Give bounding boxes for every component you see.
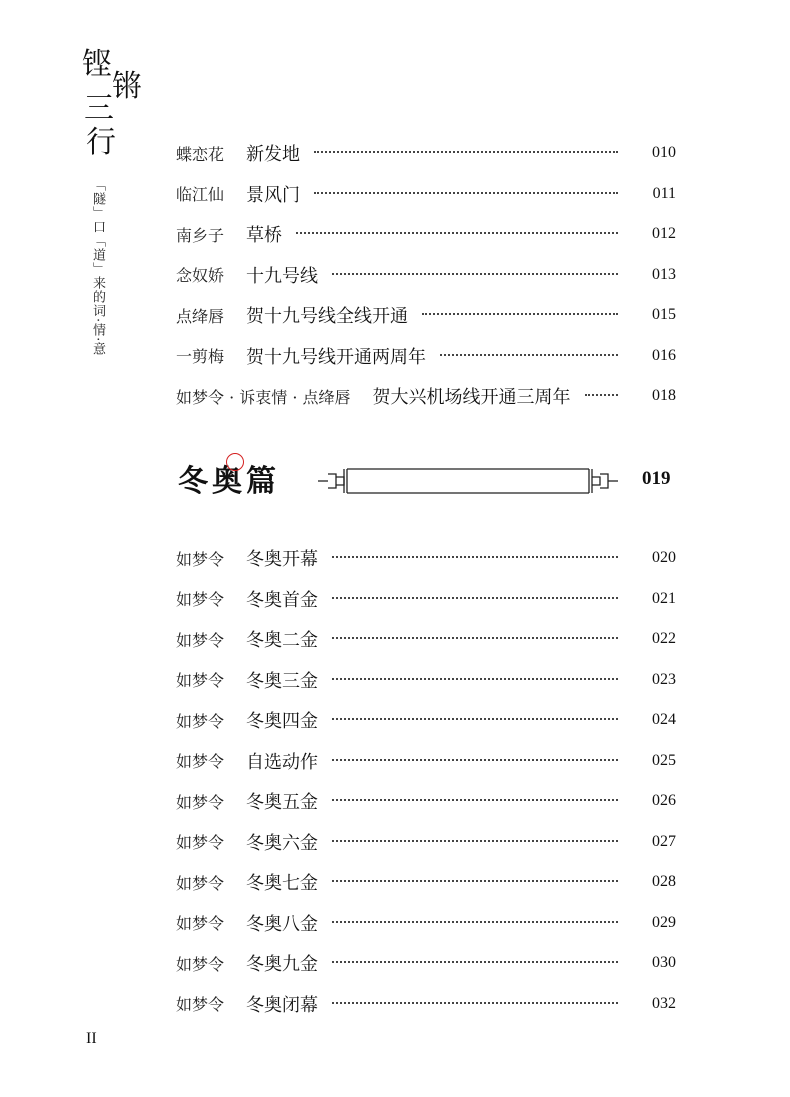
toc-entry-title: 景风门 [246,184,301,206]
dot-leader [332,637,618,639]
toc-entry-page: 025 [652,751,676,769]
dot-leader [332,597,618,599]
toc-entry-title: 冬奥七金 [246,873,319,894]
toc-entry-tune: 如梦令 [176,954,225,974]
page-folio: II [86,1030,97,1047]
toc-entry-tune: 如梦令 [176,671,225,690]
toc-entry-title: 十九号线 [246,265,319,287]
dot-leader [440,354,618,356]
toc-entry-tune: 如梦令 [176,590,225,609]
toc-entry[interactable] [176,624,676,654]
dot-leader [332,1002,618,1004]
toc-entry-title: 贺十九号线开通两周年 [246,346,427,368]
toc-entry-title: 冬奥三金 [246,670,319,692]
red-circle-marker [226,453,244,471]
toc-entry[interactable] [176,746,676,776]
toc-entry-title: 冬奥五金 [246,792,319,813]
toc-entry[interactable] [176,138,676,168]
toc-entry-tune: 临江仙 [176,185,225,204]
toc-entry-page: 030 [652,954,676,971]
toc-entry-title: 冬奥八金 [246,913,319,935]
toc-entry-tune: 蝶恋花 [176,144,225,164]
toc-entry-title: 自选动作 [246,751,319,773]
toc-entry-title: 冬奥开幕 [246,549,319,570]
book-title-logo [78,48,148,158]
toc-entry-tune: 如梦令 [176,914,225,933]
toc-entry-page: 012 [652,225,676,242]
toc-entry-tune: 一剪梅 [176,347,225,366]
toc-entry[interactable] [176,948,676,978]
toc-entry-tune: 如梦令 [176,752,225,771]
toc-entry-title: 贺大兴机场线开通三周年 [372,387,571,408]
toc-entry-title: 草桥 [246,225,283,246]
toc-entry[interactable] [176,219,676,249]
toc-entry-tune: 如梦令 · 诉衷情 · 点绛唇 [176,387,351,407]
dot-leader [332,718,618,720]
dot-leader [314,151,618,153]
toc-entry-title: 贺十九号线全线开通 [246,306,409,327]
toc-entry[interactable] [176,584,676,614]
toc-entry[interactable] [176,989,676,1019]
toc-entry-page: 013 [652,265,676,283]
toc-entry[interactable] [176,179,676,209]
toc-entry-title: 冬奥四金 [246,711,319,732]
toc-entry-page: 029 [652,913,676,931]
toc-entry-page: 026 [652,792,676,809]
dot-leader [332,759,618,761]
book-title-char: 锵 [112,69,142,104]
toc-entry-tune: 如梦令 [176,833,225,852]
dot-leader [296,232,618,234]
dot-leader [332,921,618,923]
toc-entry[interactable] [176,260,676,290]
toc-entry-page: 024 [652,711,676,728]
toc-entry-tune: 如梦令 [176,630,225,650]
dot-leader [332,556,618,558]
toc-entry[interactable] [176,867,676,897]
toc-entry-page: 022 [652,630,676,647]
dot-leader [332,961,618,963]
toc-entry-title: 冬奥首金 [246,589,319,611]
toc-entry[interactable] [176,543,676,573]
toc-entry[interactable] [176,908,676,938]
toc-entry[interactable] [176,665,676,695]
toc-entry[interactable] [176,341,676,371]
toc-entry-page: 021 [652,589,676,607]
toc-entry-tune: 南乡子 [176,225,225,245]
toc-entry-page: 011 [652,184,676,202]
dot-leader [332,678,618,680]
toc-entry-page: 020 [652,549,676,566]
toc-entry-title: 冬奥二金 [246,630,319,651]
dot-leader [314,192,618,194]
toc-entry-tune: 念奴娇 [176,266,225,285]
toc-entry-title: 冬奥闭幕 [246,994,319,1016]
scroll-ornament-icon [318,468,618,494]
toc-entry[interactable] [176,300,676,330]
toc-entry-page: 018 [652,387,676,404]
book-title-char: 行 [86,125,116,160]
toc-entry[interactable] [176,827,676,857]
toc-entry-tune: 如梦令 [176,711,225,731]
dot-leader [332,273,618,275]
toc-entry[interactable] [176,705,676,735]
toc-entry-title: 冬奥九金 [246,954,319,975]
dot-leader [422,313,618,315]
toc-entry-page: 010 [652,144,676,161]
toc-entry-title: 冬奥六金 [246,832,319,854]
toc-entry-tune: 点绛唇 [176,306,225,326]
section-title[interactable]: 冬奥篇 [178,464,280,499]
book-title-char: 铿 [82,47,112,82]
toc-entry-page: 028 [652,873,676,890]
book-title-char: 三 [84,91,114,126]
toc-entry-page: 016 [652,346,676,364]
toc-entry-tune: 如梦令 [176,792,225,812]
toc-entry-page: 023 [652,670,676,688]
dot-leader [332,799,618,801]
toc-entry-page: 032 [652,994,676,1012]
toc-entry-tune: 如梦令 [176,549,225,569]
section-page-number: 019 [642,468,671,489]
book-subtitle: 「隧」口「道」来的词·情·意 [90,178,105,357]
toc-entry-title: 新发地 [246,144,301,165]
toc-entry-tune: 如梦令 [176,873,225,893]
toc-entry-tune: 如梦令 [176,995,225,1014]
dot-leader [332,840,618,842]
dot-leader [332,880,618,882]
toc-entry-page: 027 [652,832,676,850]
toc-entry[interactable] [176,786,676,816]
dot-leader [585,394,618,396]
toc-entry-page: 015 [652,306,676,323]
toc-entry[interactable] [176,381,676,411]
